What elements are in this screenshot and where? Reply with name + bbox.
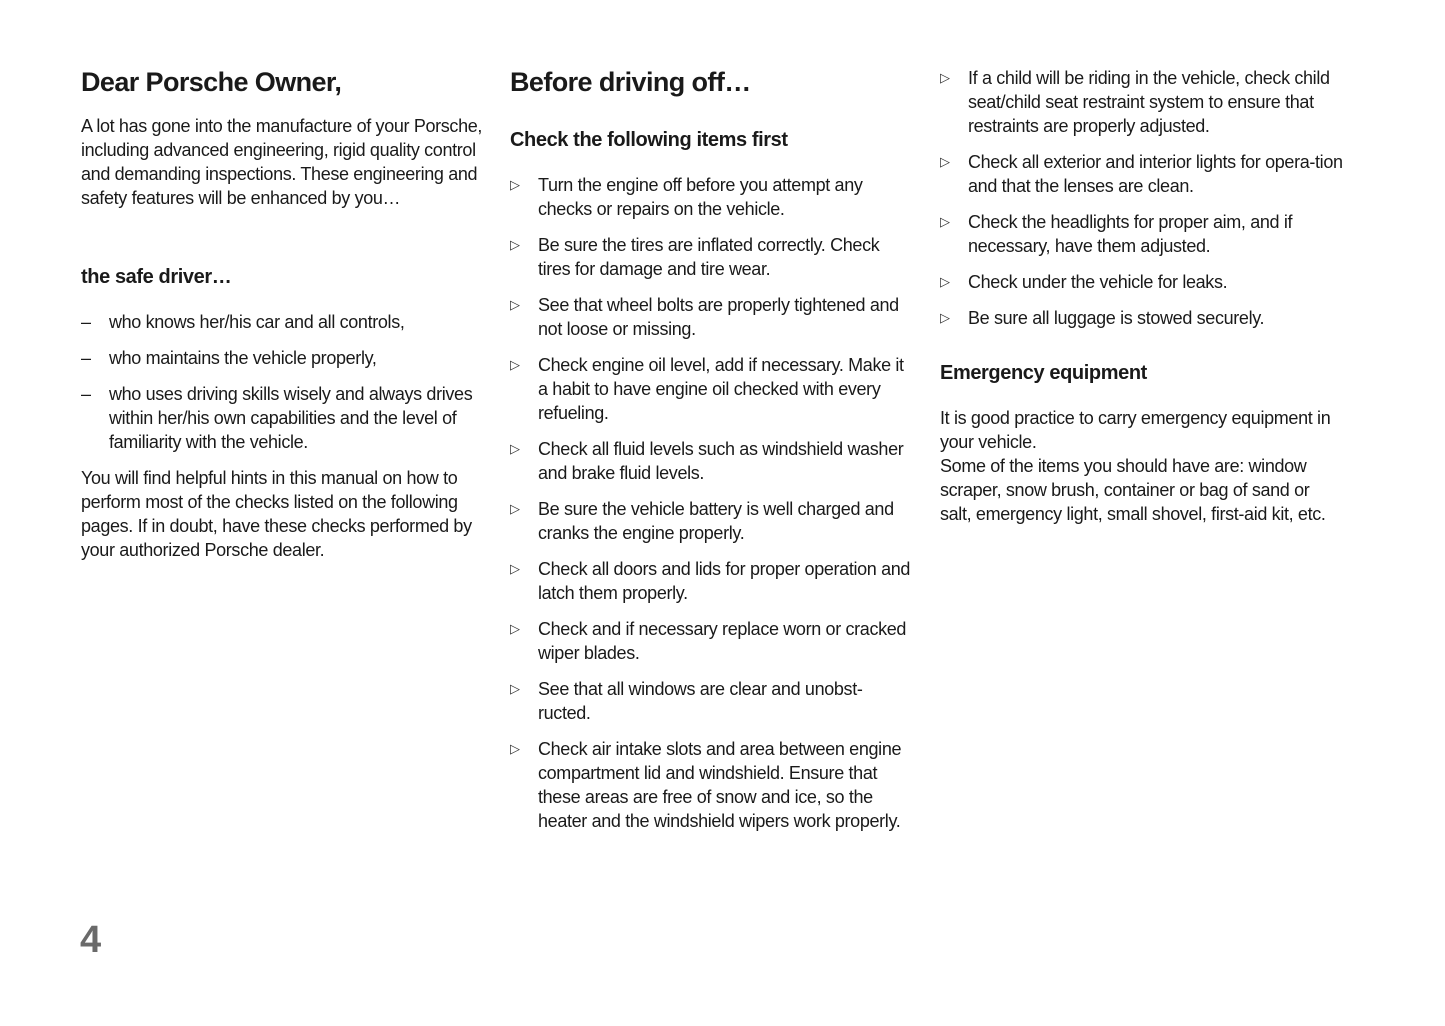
triangle-bullet-icon: ▷ [940, 214, 950, 229]
triangle-bullet-icon: ▷ [940, 274, 950, 289]
list-item: ▷ Check all doors and lids for proper operation and latch them properly. [510, 559, 911, 603]
triangle-bullet-icon: ▷ [940, 310, 950, 325]
safe-driver-list [81, 310, 486, 466]
subheading-emergency-equipment: Emergency equipment [940, 362, 1147, 384]
list-item: – who knows her/his car and all controls, [81, 312, 405, 332]
subheading-check-items: Check the following items first [510, 129, 788, 151]
dash-marker: – [81, 312, 91, 332]
list-item: ▷ Be sure the vehicle battery is well charged and cranks the engine properly. [510, 499, 894, 543]
emergency-paragraph-1: It is good practice to carry emergency equipment in your vehicle. [940, 408, 1331, 452]
subheading-safe-driver: the safe driver… [81, 266, 232, 288]
list-item: ▷ Check all fluid levels such as windshield washer and brake fluid levels. [510, 439, 904, 483]
list-item: ▷ Check all exterior and interior lights for opera-tion and that the lenses are clean. [940, 152, 1343, 196]
triangle-bullet-icon: ▷ [510, 177, 520, 192]
list-item: ▷ See that all windows are clear and unobst-ructed. [510, 679, 863, 723]
page-title-dear-owner: Dear Porsche Owner, [81, 67, 342, 97]
dash-marker: – [81, 348, 91, 368]
list-item: – who uses driving skills wisely and always drives within her/his own capabilities and the level of familiarity with the vehicle. [81, 384, 473, 452]
list-item: ▷ Check the headlights for proper aim, and if necessary, have them adjusted. [940, 212, 1293, 256]
triangle-bullet-icon: ▷ [510, 441, 520, 456]
list-item: ▷ Turn the engine off before you attempt any checks or repairs on the vehicle. [510, 175, 863, 219]
section-title-before-driving: Before driving off… [510, 67, 751, 97]
list-item: ▷ Check air intake slots and area between engine compartment lid and windshield. Ensure that these areas are free of snow and ice, so the heater and the windshield wipers work properly. [510, 739, 902, 831]
triangle-bullet-icon: ▷ [510, 741, 520, 756]
page-number: 4 [80, 919, 102, 961]
list-item: ▷ Check engine oil level, add if necessary. Make it a habit to have engine oil checked with every refueling. [510, 355, 904, 423]
dash-marker: – [81, 384, 91, 404]
triangle-bullet-icon: ▷ [510, 297, 520, 312]
list-item: ▷ See that wheel bolts are properly tightened and not loose or missing. [510, 295, 899, 339]
list-item: ▷ Be sure all luggage is stowed securely. [940, 308, 1265, 328]
triangle-bullet-icon: ▷ [510, 681, 520, 696]
list-item: ▷ Be sure the tires are inflated correctly. Check tires for damage and tire wear. [510, 235, 880, 279]
continued-check-list [940, 66, 1345, 342]
list-item: ▷ Check and if necessary replace worn or cracked wiper blades. [510, 619, 907, 663]
closing-paragraph: You will find helpful hints in this manual on how to perform most of the checks listed on the following pages. If in doubt, have these checks performed by your authorized Porsche dealer. [81, 468, 472, 560]
triangle-bullet-icon: ▷ [940, 154, 950, 169]
triangle-bullet-icon: ▷ [940, 70, 950, 85]
list-item: – who maintains the vehicle properly, [81, 348, 377, 368]
check-items-list [510, 173, 915, 845]
triangle-bullet-icon: ▷ [510, 621, 520, 636]
triangle-bullet-icon: ▷ [510, 237, 520, 252]
triangle-bullet-icon: ▷ [510, 357, 520, 372]
list-item: ▷ If a child will be riding in the vehicle, check child seat/child seat restraint system to ensure that restraints are properly adjusted. [940, 68, 1330, 136]
intro-paragraph: A lot has gone into the manufacture of your Porsche, including advanced engineering, rigid quality control and demanding inspections. These engineering and safety features will be enhanced by you… [81, 116, 483, 208]
list-item: ▷ Check under the vehicle for leaks. [940, 272, 1228, 292]
triangle-bullet-icon: ▷ [510, 501, 520, 516]
emergency-paragraph-2: Some of the items you should have are: window scraper, snow brush, container or bag of sand or salt, emergency light, small shovel, first-aid kit, etc. [940, 456, 1326, 524]
triangle-bullet-icon: ▷ [510, 561, 520, 576]
